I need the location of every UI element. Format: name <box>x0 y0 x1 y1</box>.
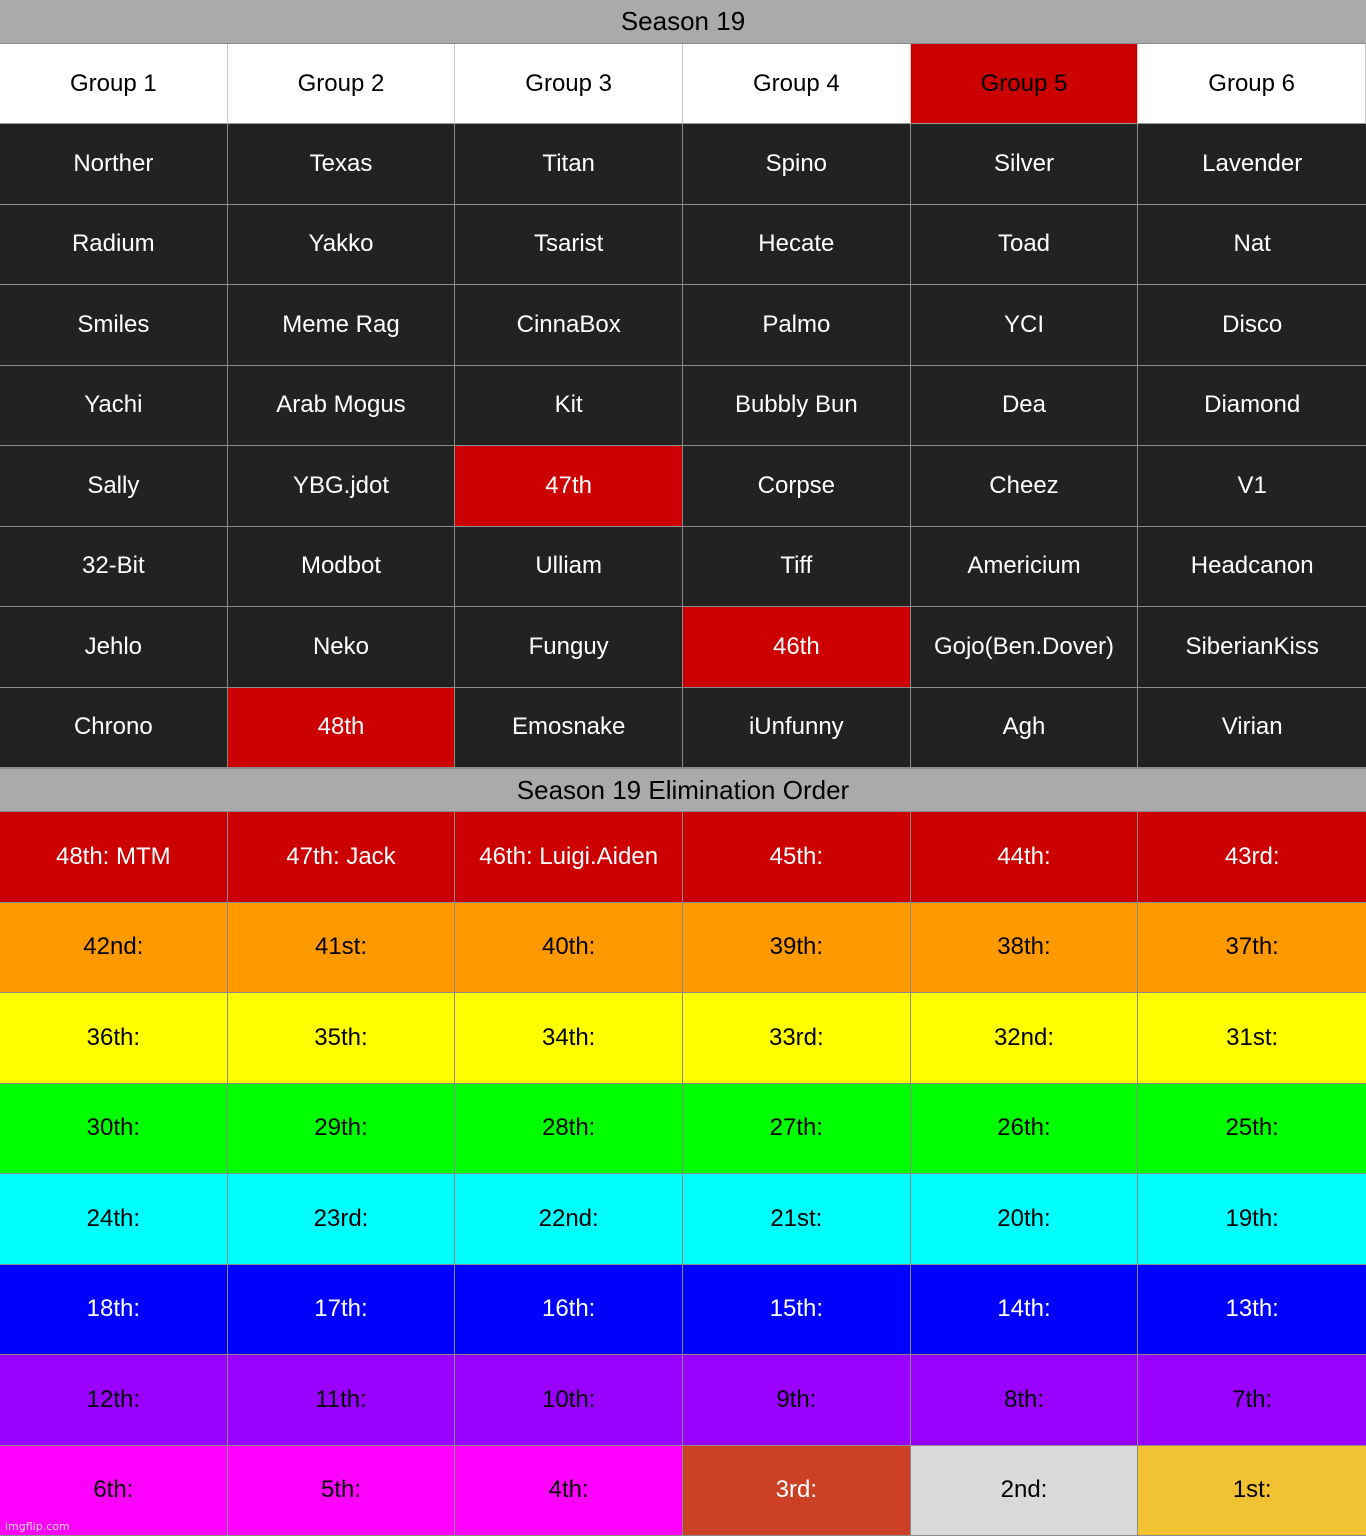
elimination-place-cell: 11th: <box>228 1355 456 1446</box>
group-member-cell: Spino <box>683 124 911 205</box>
group-member-cell: Disco <box>1138 285 1366 366</box>
eliminated-slot-cell: 46th <box>683 607 911 688</box>
elimination-place-cell: 26th: <box>911 1084 1139 1175</box>
group-member-cell: Tsarist <box>455 205 683 286</box>
elimination-place-cell: 17th: <box>228 1265 456 1356</box>
elimination-place-cell: 25th: <box>1138 1084 1366 1175</box>
elimination-place-cell: 1st: <box>1138 1446 1366 1536</box>
elimination-place-cell: 15th: <box>683 1265 911 1356</box>
eliminated-slot-cell: 47th <box>455 446 683 527</box>
group-member-cell: Diamond <box>1138 366 1366 447</box>
elimination-place-cell: 44th: <box>911 812 1139 903</box>
elimination-place-cell: 39th: <box>683 903 911 994</box>
elimination-place-cell: 8th: <box>911 1355 1139 1446</box>
group-member-cell: Headcanon <box>1138 527 1366 608</box>
group-member-cell: Nat <box>1138 205 1366 286</box>
elimination-place-cell: 45th: <box>683 812 911 903</box>
group-member-cell: CinnaBox <box>455 285 683 366</box>
elimination-place-cell: 29th: <box>228 1084 456 1175</box>
group-member-cell: Norther <box>0 124 228 205</box>
elimination-place-cell: 30th: <box>0 1084 228 1175</box>
elimination-place-cell: 21st: <box>683 1174 911 1265</box>
group-header-3: Group 3 <box>455 44 683 124</box>
elimination-place-cell: 47th: Jack <box>228 812 456 903</box>
group-member-cell: Funguy <box>455 607 683 688</box>
group-member-cell: SiberianKiss <box>1138 607 1366 688</box>
group-header-1: Group 1 <box>0 44 228 124</box>
group-member-cell: Titan <box>455 124 683 205</box>
elimination-place-cell: 33rd: <box>683 993 911 1084</box>
eliminated-slot-cell: 48th <box>228 688 456 769</box>
group-member-cell: Radium <box>0 205 228 286</box>
elimination-place-cell: 23rd: <box>228 1174 456 1265</box>
group-member-cell: YBG.jdot <box>228 446 456 527</box>
group-member-cell: Yachi <box>0 366 228 447</box>
elimination-place-cell: 5th: <box>228 1446 456 1536</box>
elimination-place-cell: 32nd: <box>911 993 1139 1084</box>
group-header-4: Group 4 <box>683 44 911 124</box>
elimination-place-cell: 18th: <box>0 1265 228 1356</box>
elimination-place-cell: 16th: <box>455 1265 683 1356</box>
watermark: imgflip.com <box>5 1520 70 1533</box>
elimination-title: Season 19 Elimination Order <box>0 768 1366 812</box>
elimination-place-cell: 34th: <box>455 993 683 1084</box>
group-grid <box>0 124 1366 768</box>
elimination-place-cell: 13th: <box>1138 1265 1366 1356</box>
group-header-row <box>0 44 1366 124</box>
group-member-cell: Palmo <box>683 285 911 366</box>
elimination-place-cell: 22nd: <box>455 1174 683 1265</box>
elimination-place-cell: 41st: <box>228 903 456 994</box>
elimination-place-cell: 42nd: <box>0 903 228 994</box>
group-member-cell: Meme Rag <box>228 285 456 366</box>
group-header-2: Group 2 <box>228 44 456 124</box>
elimination-grid <box>0 812 1366 1536</box>
elimination-place-cell: 35th: <box>228 993 456 1084</box>
elimination-place-cell: 36th: <box>0 993 228 1084</box>
elimination-place-cell: 28th: <box>455 1084 683 1175</box>
group-member-cell: Agh <box>911 688 1139 769</box>
group-member-cell: Corpse <box>683 446 911 527</box>
group-member-cell: Texas <box>228 124 456 205</box>
elimination-place-cell: 40th: <box>455 903 683 994</box>
group-member-cell: 32-Bit <box>0 527 228 608</box>
elimination-place-cell: 38th: <box>911 903 1139 994</box>
elimination-place-cell: 6th: <box>0 1446 228 1536</box>
elimination-place-cell: 37th: <box>1138 903 1366 994</box>
group-member-cell: Virian <box>1138 688 1366 769</box>
elimination-place-cell: 24th: <box>0 1174 228 1265</box>
group-member-cell: Hecate <box>683 205 911 286</box>
group-member-cell: Gojo(Ben.Dover) <box>911 607 1139 688</box>
group-member-cell: Ulliam <box>455 527 683 608</box>
elimination-place-cell: 48th: MTM <box>0 812 228 903</box>
elimination-place-cell: 12th: <box>0 1355 228 1446</box>
group-header-5: Group 5 <box>911 44 1139 124</box>
group-member-cell: Toad <box>911 205 1139 286</box>
elimination-place-cell: 31st: <box>1138 993 1366 1084</box>
group-member-cell: iUnfunny <box>683 688 911 769</box>
elimination-place-cell: 46th: Luigi.Aiden <box>455 812 683 903</box>
group-member-cell: Smiles <box>0 285 228 366</box>
group-member-cell: Sally <box>0 446 228 527</box>
elimination-place-cell: 2nd: <box>911 1446 1139 1536</box>
season-title: Season 19 <box>0 0 1366 44</box>
group-member-cell: Jehlo <box>0 607 228 688</box>
group-member-cell: Silver <box>911 124 1139 205</box>
group-member-cell: Emosnake <box>455 688 683 769</box>
elimination-place-cell: 19th: <box>1138 1174 1366 1265</box>
group-member-cell: Neko <box>228 607 456 688</box>
group-member-cell: Modbot <box>228 527 456 608</box>
elimination-place-cell: 4th: <box>455 1446 683 1536</box>
group-member-cell: Yakko <box>228 205 456 286</box>
group-member-cell: Tiff <box>683 527 911 608</box>
group-member-cell: Chrono <box>0 688 228 769</box>
elimination-place-cell: 20th: <box>911 1174 1139 1265</box>
elimination-place-cell: 14th: <box>911 1265 1139 1356</box>
group-member-cell: Arab Mogus <box>228 366 456 447</box>
elimination-place-cell: 9th: <box>683 1355 911 1446</box>
group-member-cell: Americium <box>911 527 1139 608</box>
group-member-cell: Kit <box>455 366 683 447</box>
elimination-place-cell: 27th: <box>683 1084 911 1175</box>
group-member-cell: Lavender <box>1138 124 1366 205</box>
group-member-cell: Dea <box>911 366 1139 447</box>
elimination-place-cell: 7th: <box>1138 1355 1366 1446</box>
group-member-cell: YCI <box>911 285 1139 366</box>
group-member-cell: V1 <box>1138 446 1366 527</box>
group-member-cell: Bubbly Bun <box>683 366 911 447</box>
elimination-place-cell: 3rd: <box>683 1446 911 1536</box>
group-member-cell: Cheez <box>911 446 1139 527</box>
group-header-6: Group 6 <box>1138 44 1366 124</box>
elimination-place-cell: 43rd: <box>1138 812 1366 903</box>
elimination-place-cell: 10th: <box>455 1355 683 1446</box>
